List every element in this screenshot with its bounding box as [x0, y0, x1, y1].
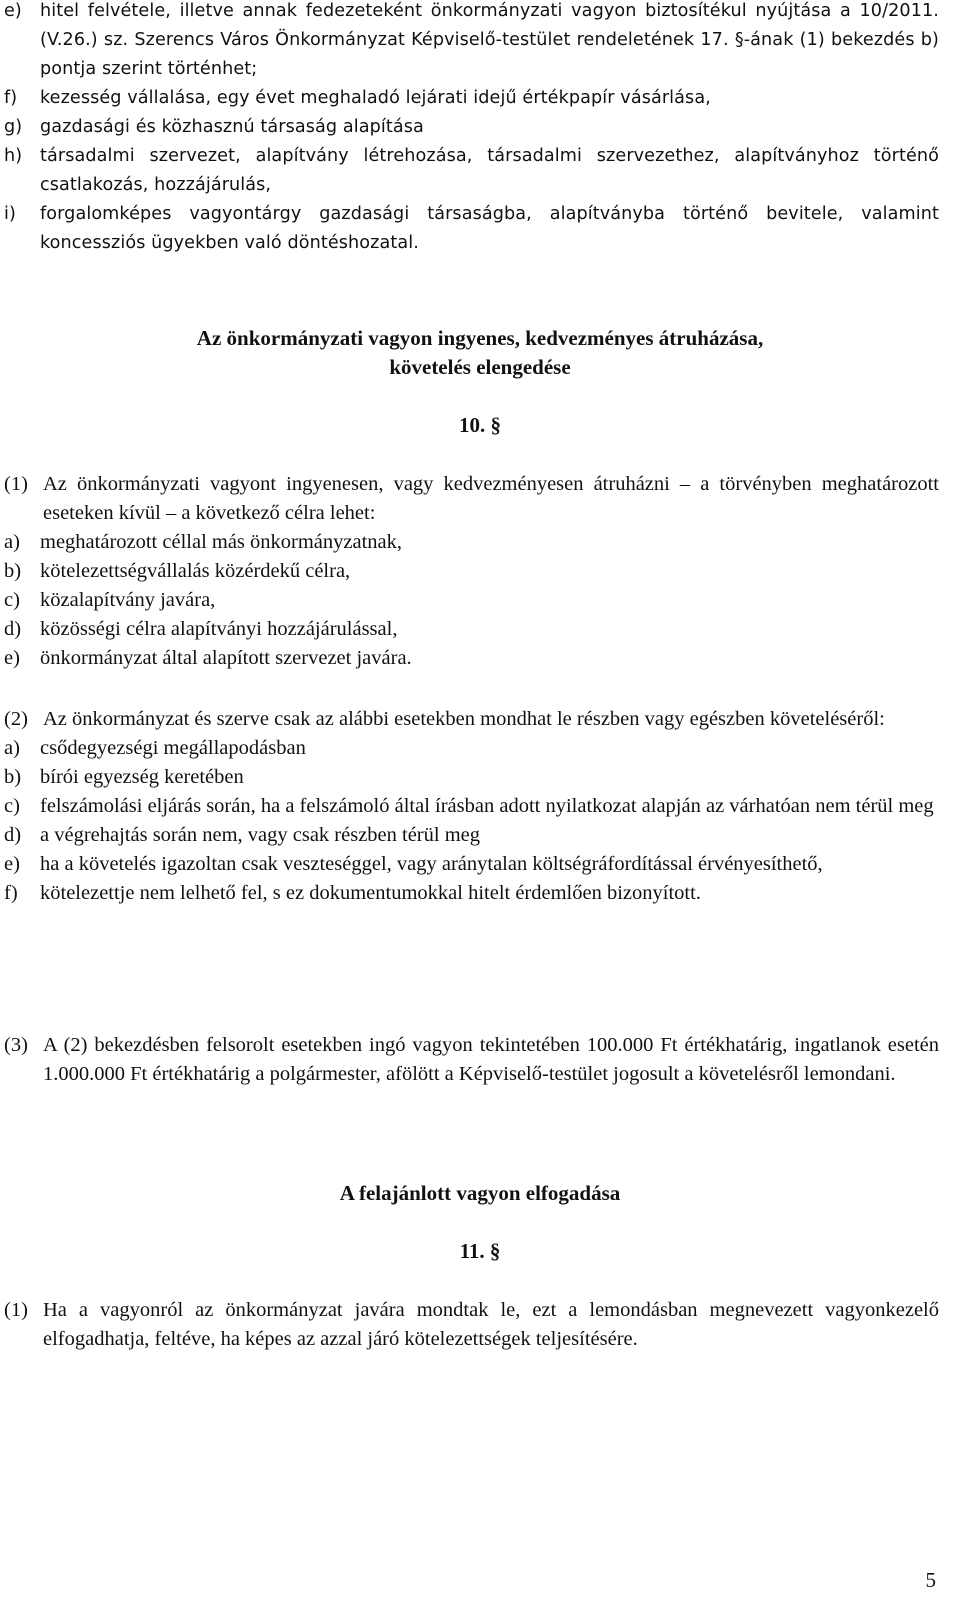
heading-line: követelés elengedése	[389, 355, 571, 379]
paragraph	[4, 1031, 939, 1089]
item-text: ha a követelés igazoltan csak veszteséggel, vagy aránytalan költségráfordítással érvényesíthető,	[40, 853, 823, 875]
list-item	[4, 734, 939, 763]
item-label: b)	[4, 766, 22, 788]
list-item	[4, 142, 939, 200]
section-10-heading	[0, 324, 960, 382]
paragraph-label: (1)	[4, 473, 28, 495]
item-text: kötelezettségvállalás közérdekű célra,	[40, 560, 351, 582]
item-label: e)	[4, 647, 20, 669]
item-label: d)	[4, 824, 22, 846]
page-number: 5	[925, 1568, 936, 1592]
paragraph-text: A (2) bekezdésben felsorolt esetekben ingó vagyon tekintetében 100.000 Ft értékhatárig, ingatlanok esetén 1.000.000 Ft értékhatárig a polgármester, afölött a Képviselő-testület jogosult a követelésről lemondani.	[43, 1034, 939, 1085]
item-text: kezesség vállalása, egy évet meghaladó lejárati idejű értékpapír vásárlása,	[40, 88, 711, 108]
item-label: g)	[4, 117, 23, 137]
item-text: önkormányzat által alapított szervezet javára.	[40, 647, 412, 669]
list-item	[4, 113, 939, 142]
section-10-paragraph-2	[4, 705, 939, 908]
list-item	[4, 0, 939, 84]
list-item	[4, 615, 939, 644]
list-item	[4, 850, 939, 879]
list-item	[4, 586, 939, 615]
item-text: társadalmi szervezet, alapítvány létrehozása, társadalmi szervezethez, alapítványhoz történő csatlakozás, hozzájárulás,	[40, 146, 939, 195]
item-text: meghatározott céllal más önkormányzatnak,	[40, 531, 403, 553]
item-label: i)	[4, 204, 16, 224]
list-item	[4, 763, 939, 792]
item-label: f)	[4, 88, 18, 108]
item-label: c)	[4, 589, 20, 611]
section-10-paragraph-3	[4, 1031, 939, 1089]
item-text: kötelezettje nem lelhető fel, s ez dokumentumokkal hitelt érdemlően bizonyított.	[40, 882, 701, 904]
item-label: e)	[4, 1, 22, 21]
item-label: c)	[4, 795, 20, 817]
paragraph-text: Az önkormányzat és szerve csak az alábbi esetekben mondhat le részben vagy egészben követeléséről:	[43, 708, 885, 730]
paragraph-text: Ha a vagyonról az önkormányzat javára mondtak le, ezt a lemondásban megnevezett vagyonkezelő elfogadhatja, feltéve, ha képes az azzal járó kötelezettségek teljesítésére.	[43, 1299, 939, 1350]
item-text: csődegyezségi megállapodásban	[40, 737, 306, 759]
paragraph-label: (1)	[4, 1299, 28, 1321]
item-label: e)	[4, 853, 20, 875]
section-10-number: 10. §	[459, 413, 501, 437]
item-label: f)	[4, 882, 18, 904]
section-11-paragraph-1	[4, 1296, 939, 1354]
item-label: d)	[4, 618, 22, 640]
paragraph	[4, 1296, 939, 1354]
continuation-list	[4, 0, 939, 258]
heading-line: Az önkormányzati vagyon ingyenes, kedvezményes átruházása,	[196, 326, 764, 350]
list-item	[4, 557, 939, 586]
paragraph-label: (2)	[4, 708, 28, 730]
list-item	[4, 879, 939, 908]
list-item	[4, 821, 939, 850]
item-text: bírói egyezség keretében	[40, 766, 244, 788]
item-label: a)	[4, 531, 20, 553]
item-text: közösségi célra alapítványi hozzájárulással,	[40, 618, 398, 640]
item-text: hitel felvétele, illetve annak fedezeteként önkormányzati vagyon biztosítékul nyújtása a 10/2011. (V.26.) sz. Szerencs Város Önkormányzat Képviselő-testület rendeletének 17. §-ának (1) bekezdés b) pontja szerint történhet;	[40, 1, 939, 79]
item-text: felszámolási eljárás során, ha a felszámoló által írásban adott nyilatkozat alapján az várhatóan nem térül meg	[40, 795, 934, 817]
list-item	[4, 644, 939, 673]
section-11-number: 11. §	[459, 1239, 501, 1263]
item-label: h)	[4, 146, 23, 166]
list-item	[4, 792, 939, 821]
list-item	[4, 84, 939, 113]
item-text: közalapítvány javára,	[40, 589, 216, 611]
item-label: b)	[4, 560, 22, 582]
item-text: a végrehajtás során nem, vagy csak részben térül meg	[40, 824, 480, 846]
section-10-paragraph-1	[4, 470, 939, 673]
list-item	[4, 200, 939, 258]
item-label: a)	[4, 737, 20, 759]
paragraph	[4, 705, 939, 734]
section-11-heading: A felajánlott vagyon elfogadása	[339, 1181, 621, 1205]
list-item	[4, 528, 939, 557]
paragraph-label: (3)	[4, 1034, 28, 1056]
paragraph	[4, 470, 939, 528]
item-text: forgalomképes vagyontárgy gazdasági társaságba, alapítványba történő bevitele, valamint koncessziós ügyekben való döntéshozatal.	[40, 204, 939, 253]
item-text: gazdasági és közhasznú társaság alapítása	[40, 117, 424, 137]
paragraph-text: Az önkormányzati vagyont ingyenesen, vagy kedvezményesen átruházni – a törvényben meghatározott eseteken kívül – a következő célra lehet:	[43, 473, 939, 524]
